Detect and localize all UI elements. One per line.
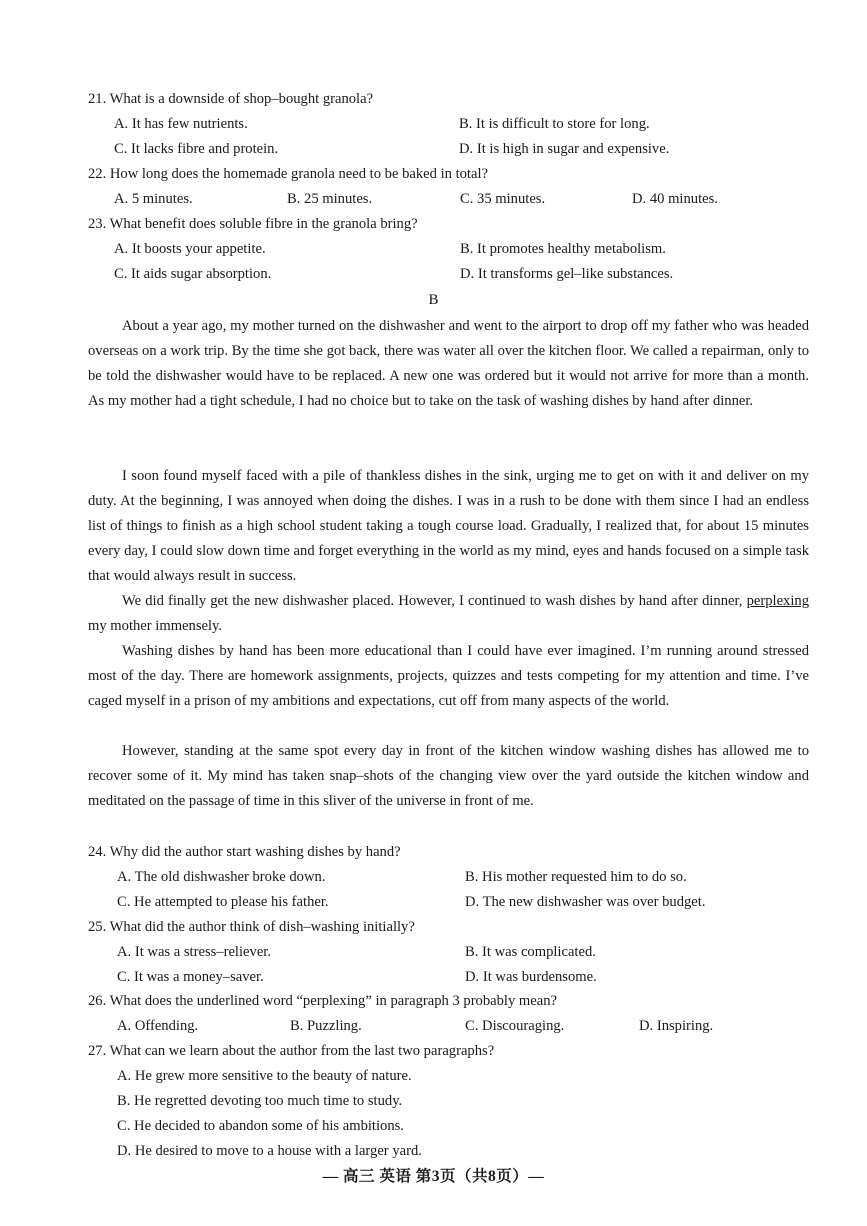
section-label: B [428,292,439,308]
question-22-stem: 22. How long does the homemade granola need to be baked in total? [88,166,488,182]
question-25-option-c: C. It was a money–saver. [117,969,264,985]
question-27-option-a: A. He grew more sensitive to the beauty of nature. [117,1068,412,1084]
paragraph-3-text-after: my mother immensely. [88,618,223,635]
question-21-option-c: C. It lacks fibre and protein. [114,141,279,157]
passage-paragraph-2: I soon found myself faced with a pile of thankless dishes in the sink, urging me to get on with it and deliver on my duty. At the beginning, I was annoyed when doing the dishes. I was in a rush to be done with them since I had an endless list of things to finish as a high school student taking a tough course load. Gradually, I realized that, for about 15 minutes every day, I could slow down time and forget everything in the world as my mind, eyes and hands focused on a simple task that would always result in success. [88,468,809,585]
question-26-option-c: C. Discouraging. [465,1018,565,1034]
question-23-option-b: B. It promotes healthy metabolism. [460,241,666,257]
question-23-option-c: C. It aids sugar absorption. [114,266,272,282]
question-26-option-d: D. Inspiring. [639,1018,714,1034]
question-26-option-b: B. Puzzling. [290,1018,362,1034]
question-21-stem: 21. What is a downside of shop–bought granola? [88,91,374,107]
question-22-option-c: C. 35 minutes. [460,191,546,207]
question-21-option-b: B. It is difficult to store for long. [459,116,650,132]
question-22-option-b: B. 25 minutes. [287,191,373,207]
question-25-stem: 25. What did the author think of dish–washing initially? [88,919,415,935]
question-24-option-d: D. The new dishwasher was over budget. [465,894,706,910]
question-26-option-a: A. Offending. [117,1018,199,1034]
passage-paragraph-3 [88,589,809,639]
passage-paragraph-4: Washing dishes by hand has been more educational than I could have ever imagined. I’m running around stressed most of the day. There are homework assignments, projects, quizzes and tests competing for my attention and time. I’ve caged myself in a prison of my ambitions and expectations, cut off from many aspects of the world. [88,643,809,710]
question-25-option-a: A. It was a stress–reliever. [117,944,271,960]
passage-paragraph-1: About a year ago, my mother turned on the dishwasher and went to the airport to drop off my father who was headed overseas on a work trip. By the time she got back, there was water all over the kitchen floor. We called a repairman, only to be told the dishwasher would have to be replaced. A new one was ordered but it would not arrive for more than a month. As my mother had a tight schedule, I had no choice but to take on the task of washing dishes by hand after dinner. [88,318,809,410]
underlined-word-perplexing: perplexing [746,593,809,609]
question-25-option-b: B. It was complicated. [465,944,596,960]
question-24-option-a: A. The old dishwasher broke down. [117,869,326,885]
question-24-option-b: B. His mother requested him to do so. [465,869,687,885]
question-26-stem: 26. What does the underlined word “perplexing” in paragraph 3 probably mean? [88,993,558,1009]
paragraph-3-text-before: We did finally get the new dishwasher placed. However, I continued to wash dishes by hand after dinner, [122,593,747,609]
page-footer: — 高三 英语 第3页（共8页）— [322,1168,545,1185]
question-27-option-b: B. He regretted devoting too much time to study. [117,1093,403,1109]
question-24-option-c: C. He attempted to please his father. [117,894,329,910]
question-21-option-a: A. It has few nutrients. [114,116,248,132]
question-23-option-a: A. It boosts your appetite. [114,241,266,257]
question-27-option-d: D. He desired to move to a house with a larger yard. [117,1143,422,1159]
question-22-option-a: A. 5 minutes. [114,191,193,207]
question-22-option-d: D. 40 minutes. [632,191,718,207]
question-27-stem: 27. What can we learn about the author from the last two paragraphs? [88,1043,495,1059]
question-25-option-d: D. It was burdensome. [465,969,597,985]
question-24-stem: 24. Why did the author start washing dishes by hand? [88,844,401,860]
question-23-option-d: D. It transforms gel–like substances. [460,266,674,282]
passage-paragraph-5: However, standing at the same spot every day in front of the kitchen window washing dishes has allowed me to recover some of it. My mind has taken snap–shots of the changing view over the yard outside the kitchen window and meditated on the passage of time in this sliver of the universe in front of me. [88,743,809,810]
question-23-stem: 23. What benefit does soluble fibre in the granola bring? [88,216,418,232]
question-27-option-c: C. He decided to abandon some of his ambitions. [117,1118,404,1134]
question-21-option-d: D. It is high in sugar and expensive. [459,141,670,157]
